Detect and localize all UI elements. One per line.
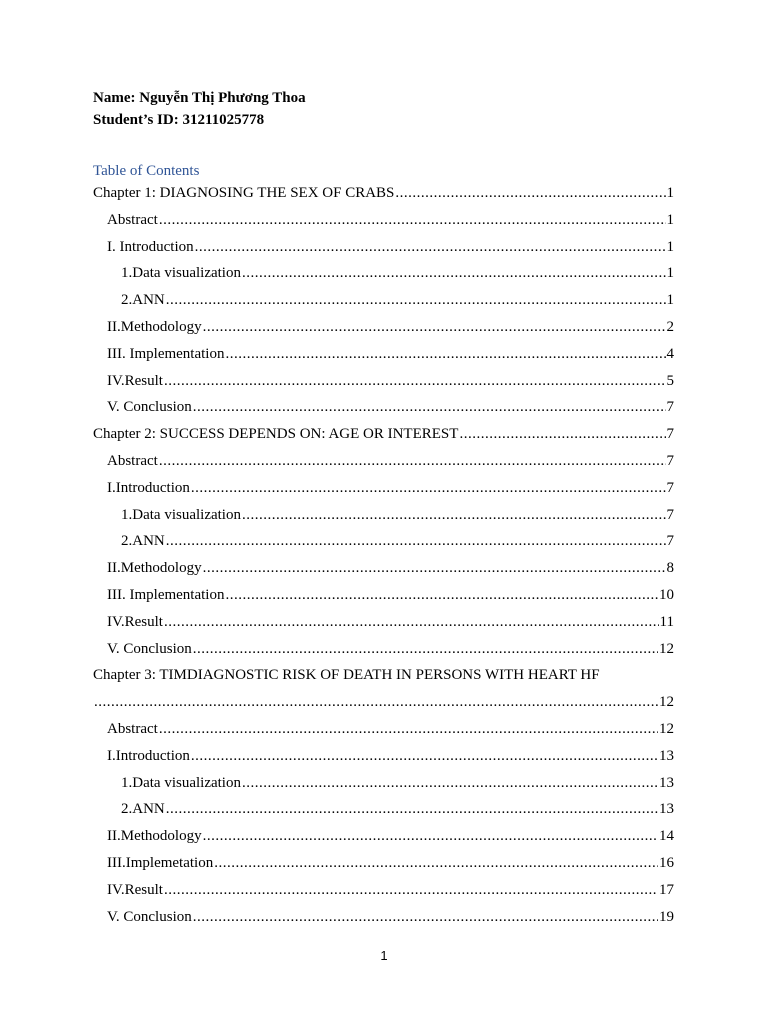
student-id: Student’s ID: 31211025778 [93, 112, 265, 128]
toc-entry[interactable] [93, 180, 674, 207]
toc-entry[interactable] [93, 636, 674, 663]
toc-entry-label: V. Conclusion [107, 399, 192, 416]
toc-entry-page: 1 [666, 238, 674, 255]
student-name: Name: Nguyễn Thị Phương Thoa [93, 90, 306, 106]
toc-entry[interactable] [93, 528, 674, 555]
toc-leader-dots [193, 636, 658, 663]
toc-entry-label: Chapter 2: SUCCESS DEPENDS ON: AGE OR INTEREST [93, 426, 459, 443]
toc-entry-label: III. Implementation [107, 345, 225, 362]
toc-entry[interactable] [93, 314, 674, 341]
toc-leader-dots [166, 287, 666, 314]
toc-leader-dots [242, 502, 666, 529]
toc-leader-dots [242, 260, 666, 287]
toc-entry-label: 1.Data visualization [121, 265, 241, 282]
toc-entry-page: 16 [659, 854, 674, 871]
toc-entry-page: 10 [659, 586, 674, 603]
toc-entry-page: 1 [666, 265, 674, 282]
toc-leader-dots [225, 341, 665, 368]
toc-entry-page: 19 [659, 908, 674, 925]
toc-leader-dots [225, 582, 658, 609]
toc-entry[interactable] [93, 555, 674, 582]
toc-leader-dots [193, 904, 658, 931]
toc-entry-page: 13 [659, 801, 674, 818]
toc-leader-dots [159, 716, 658, 743]
toc-entry[interactable] [93, 260, 674, 287]
toc-entry-label: I.Introduction [107, 479, 190, 496]
toc-entry[interactable] [93, 582, 674, 609]
toc-entry-label: Abstract [107, 211, 158, 228]
toc-entry-page: 7 [666, 479, 674, 496]
toc-leader-dots [164, 877, 658, 904]
student-header [93, 87, 306, 131]
toc-entry-label: IV.Result [107, 881, 163, 898]
toc-leader-dots [195, 234, 666, 261]
toc-leader-dots [164, 609, 659, 636]
toc-entry-page: 1 [666, 292, 674, 309]
toc-entry[interactable] [93, 770, 674, 797]
toc-entry-page: 1 [666, 211, 674, 228]
toc-entry-label: IV.Result [107, 613, 163, 630]
page-number: 1 [380, 948, 388, 963]
toc-entry-page: 12 [659, 720, 674, 737]
toc-entry[interactable] [93, 287, 674, 314]
toc-entry-label: V. Conclusion [107, 908, 192, 925]
toc-entry[interactable] [93, 341, 674, 368]
toc-leader-dots [94, 689, 658, 716]
toc-title: Table of Contents [93, 163, 200, 179]
toc-entry-label: Chapter 3: TIMDIAGNOSTIC RISK OF DEATH IN PERSONS WITH HEART HF [93, 667, 600, 684]
toc-leader-dots [164, 368, 666, 395]
toc-entry-page: 13 [659, 774, 674, 791]
toc-leader-dots [166, 796, 658, 823]
toc-leader-dots [159, 207, 666, 234]
toc-entry-label: II.Methodology [107, 318, 202, 335]
toc-leader-dots [203, 823, 658, 850]
toc-entry-label: I.Introduction [107, 747, 190, 764]
toc-entry[interactable] [93, 823, 674, 850]
toc-entry-page: 5 [666, 372, 674, 389]
toc-entry-page: 2 [666, 318, 674, 335]
toc-entry-label: Abstract [107, 452, 158, 469]
toc-entry-label: 2.ANN [121, 801, 165, 818]
toc-entry-label: Abstract [107, 720, 158, 737]
toc-entry-label: 2.ANN [121, 533, 165, 550]
toc-entry[interactable] [93, 743, 674, 770]
toc-entry[interactable] [93, 662, 674, 716]
toc-leader-dots [214, 850, 658, 877]
toc-entry[interactable] [93, 394, 674, 421]
toc-entry-label: Chapter 1: DIAGNOSING THE SEX OF CRABS [93, 185, 395, 201]
toc-entry-label: II.Methodology [107, 828, 202, 845]
toc-entry[interactable] [93, 904, 674, 931]
toc-entry-label: III.Implemetation [107, 854, 214, 871]
toc-leader-dots [193, 394, 666, 421]
toc-entry[interactable] [93, 368, 674, 395]
toc-leader-dots [203, 314, 666, 341]
toc-entry-label: 2.ANN [121, 292, 165, 309]
toc-entry-page: 17 [659, 881, 674, 898]
toc-leader-dots [395, 180, 665, 207]
toc-entry[interactable] [93, 502, 674, 529]
toc-entry-page: 12 [659, 640, 674, 657]
toc-entry-label: I. Introduction [107, 238, 194, 255]
table-of-contents [93, 180, 674, 930]
toc-entry-page: 7 [666, 399, 674, 416]
toc-leader-dots [203, 555, 666, 582]
toc-entry-page: 1 [666, 185, 674, 201]
toc-entry[interactable] [93, 207, 674, 234]
toc-entry-page: 8 [666, 560, 674, 577]
toc-entry[interactable] [93, 475, 674, 502]
toc-entry-label: IV.Result [107, 372, 163, 389]
toc-entry-page: 7 [666, 426, 674, 443]
toc-leader-dots [242, 770, 658, 797]
toc-leader-dots [191, 743, 658, 770]
toc-entry[interactable] [93, 421, 674, 448]
toc-entry-page: 11 [659, 613, 674, 630]
toc-leader-dots [191, 475, 666, 502]
toc-entry-page: 7 [666, 506, 674, 523]
toc-entry[interactable] [93, 609, 674, 636]
toc-entry[interactable] [93, 716, 674, 743]
toc-entry-label: III. Implementation [107, 586, 225, 603]
toc-entry[interactable] [93, 448, 674, 475]
toc-entry-page: 7 [666, 533, 674, 550]
toc-leader-dots [166, 528, 666, 555]
toc-leader-dots [459, 421, 665, 448]
toc-entry-page: 7 [666, 452, 674, 469]
toc-entry-page: 4 [666, 345, 674, 362]
toc-entry-label: 1.Data visualization [121, 506, 241, 523]
toc-entry[interactable] [93, 234, 674, 261]
toc-entry-page: 12 [659, 694, 674, 711]
toc-entry-label: V. Conclusion [107, 640, 192, 657]
toc-entry-page: 14 [659, 828, 674, 845]
toc-entry[interactable] [93, 850, 674, 877]
toc-leader-dots [159, 448, 666, 475]
toc-entry-label: II.Methodology [107, 560, 202, 577]
toc-entry-label: 1.Data visualization [121, 774, 241, 791]
toc-entry[interactable] [93, 796, 674, 823]
toc-entry-page: 13 [659, 747, 674, 764]
toc-entry[interactable] [93, 877, 674, 904]
